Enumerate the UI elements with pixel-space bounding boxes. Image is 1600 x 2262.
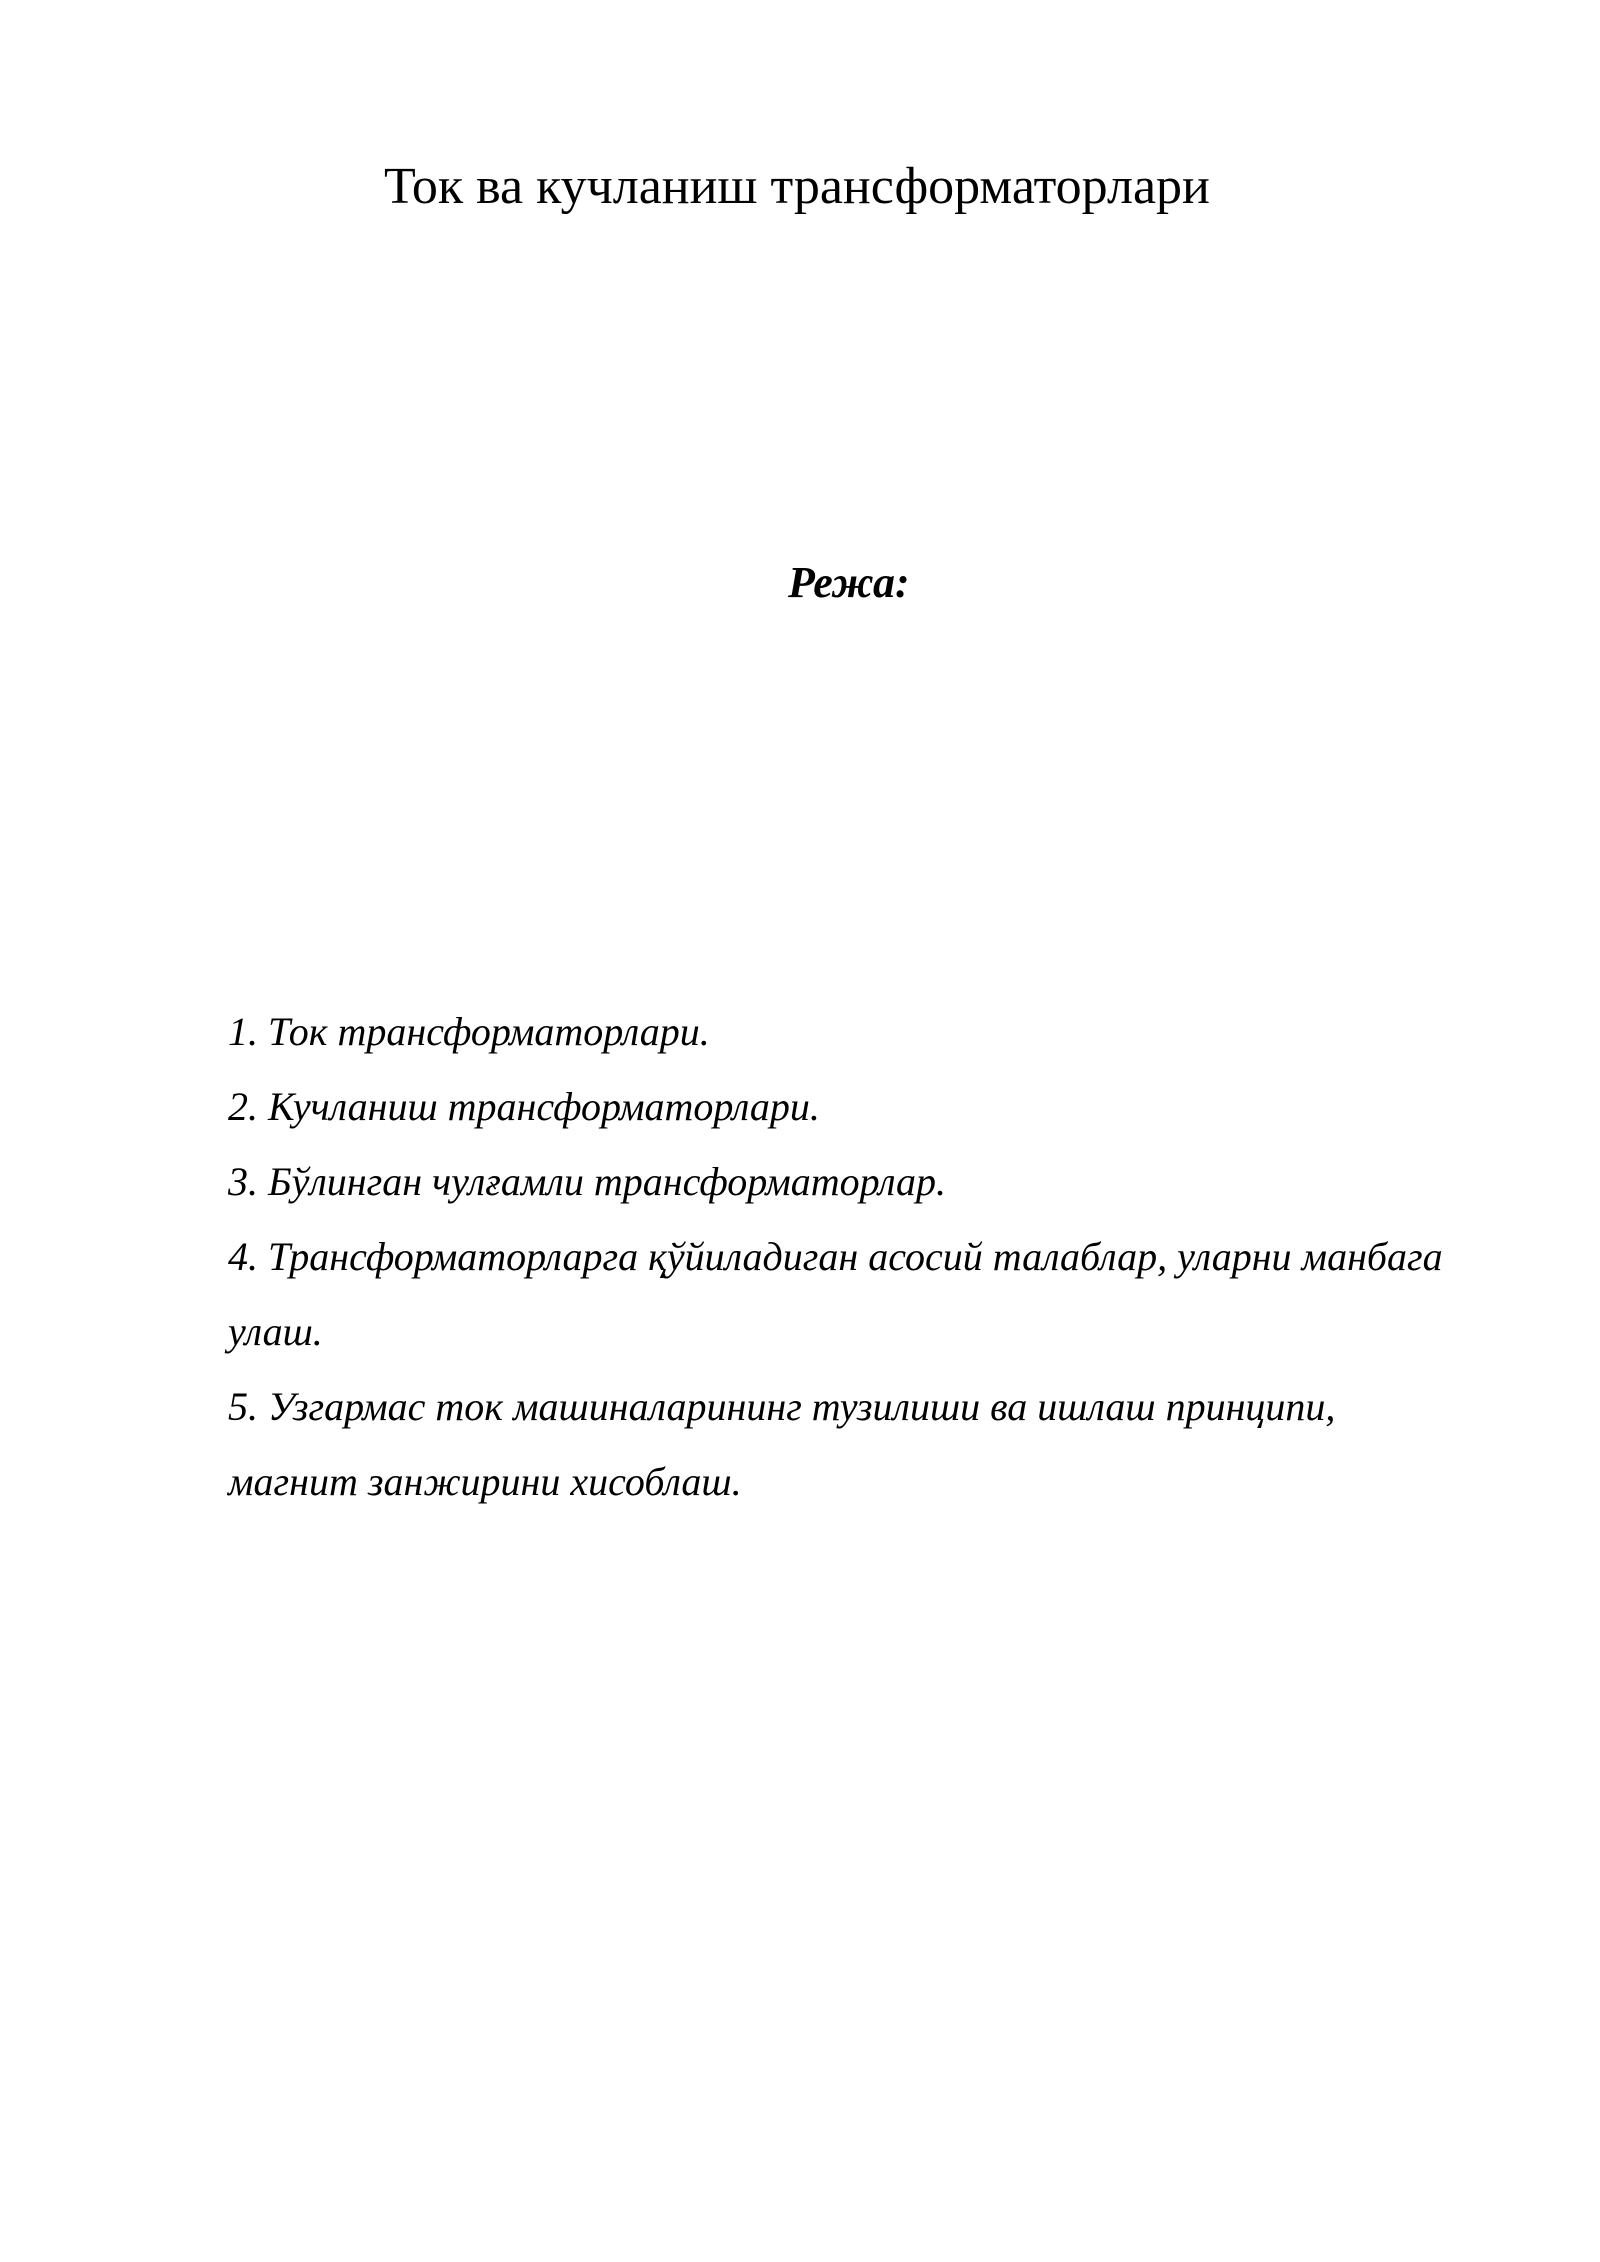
plan-item-number: 1. [228, 1009, 258, 1054]
plan-item-text: Трансформаторларга қўйиладиган асосий талаблар, уларни манбага улаш. [228, 1234, 1443, 1354]
document-title: Ток ва кучланиш трансформаторлари [384, 158, 1210, 215]
plan-item-text: Ток трансформаторлари. [268, 1009, 710, 1054]
plan-list [228, 994, 1458, 1519]
plan-item-number: 2. [228, 1084, 258, 1129]
plan-item-text: Узгармас ток машиналарининг тузилиши ва ишлаш принципи, магнит занжирини хисоблаш. [228, 1384, 1336, 1504]
plan-item-text: Кучланиш трансформаторлари. [268, 1084, 820, 1129]
plan-item-3 [228, 1144, 1458, 1219]
plan-item-2 [228, 1069, 1458, 1144]
plan-item-4 [228, 1219, 1458, 1369]
plan-item-number: 3. [228, 1159, 258, 1204]
plan-item-5 [228, 1369, 1458, 1519]
plan-item-number: 5. [228, 1384, 258, 1429]
plan-item-1 [228, 994, 1458, 1069]
plan-item-number: 4. [228, 1234, 258, 1279]
plan-item-text: Бўлинган чулғамли трансформаторлар. [268, 1159, 947, 1204]
plan-heading: Режа: [788, 558, 910, 607]
